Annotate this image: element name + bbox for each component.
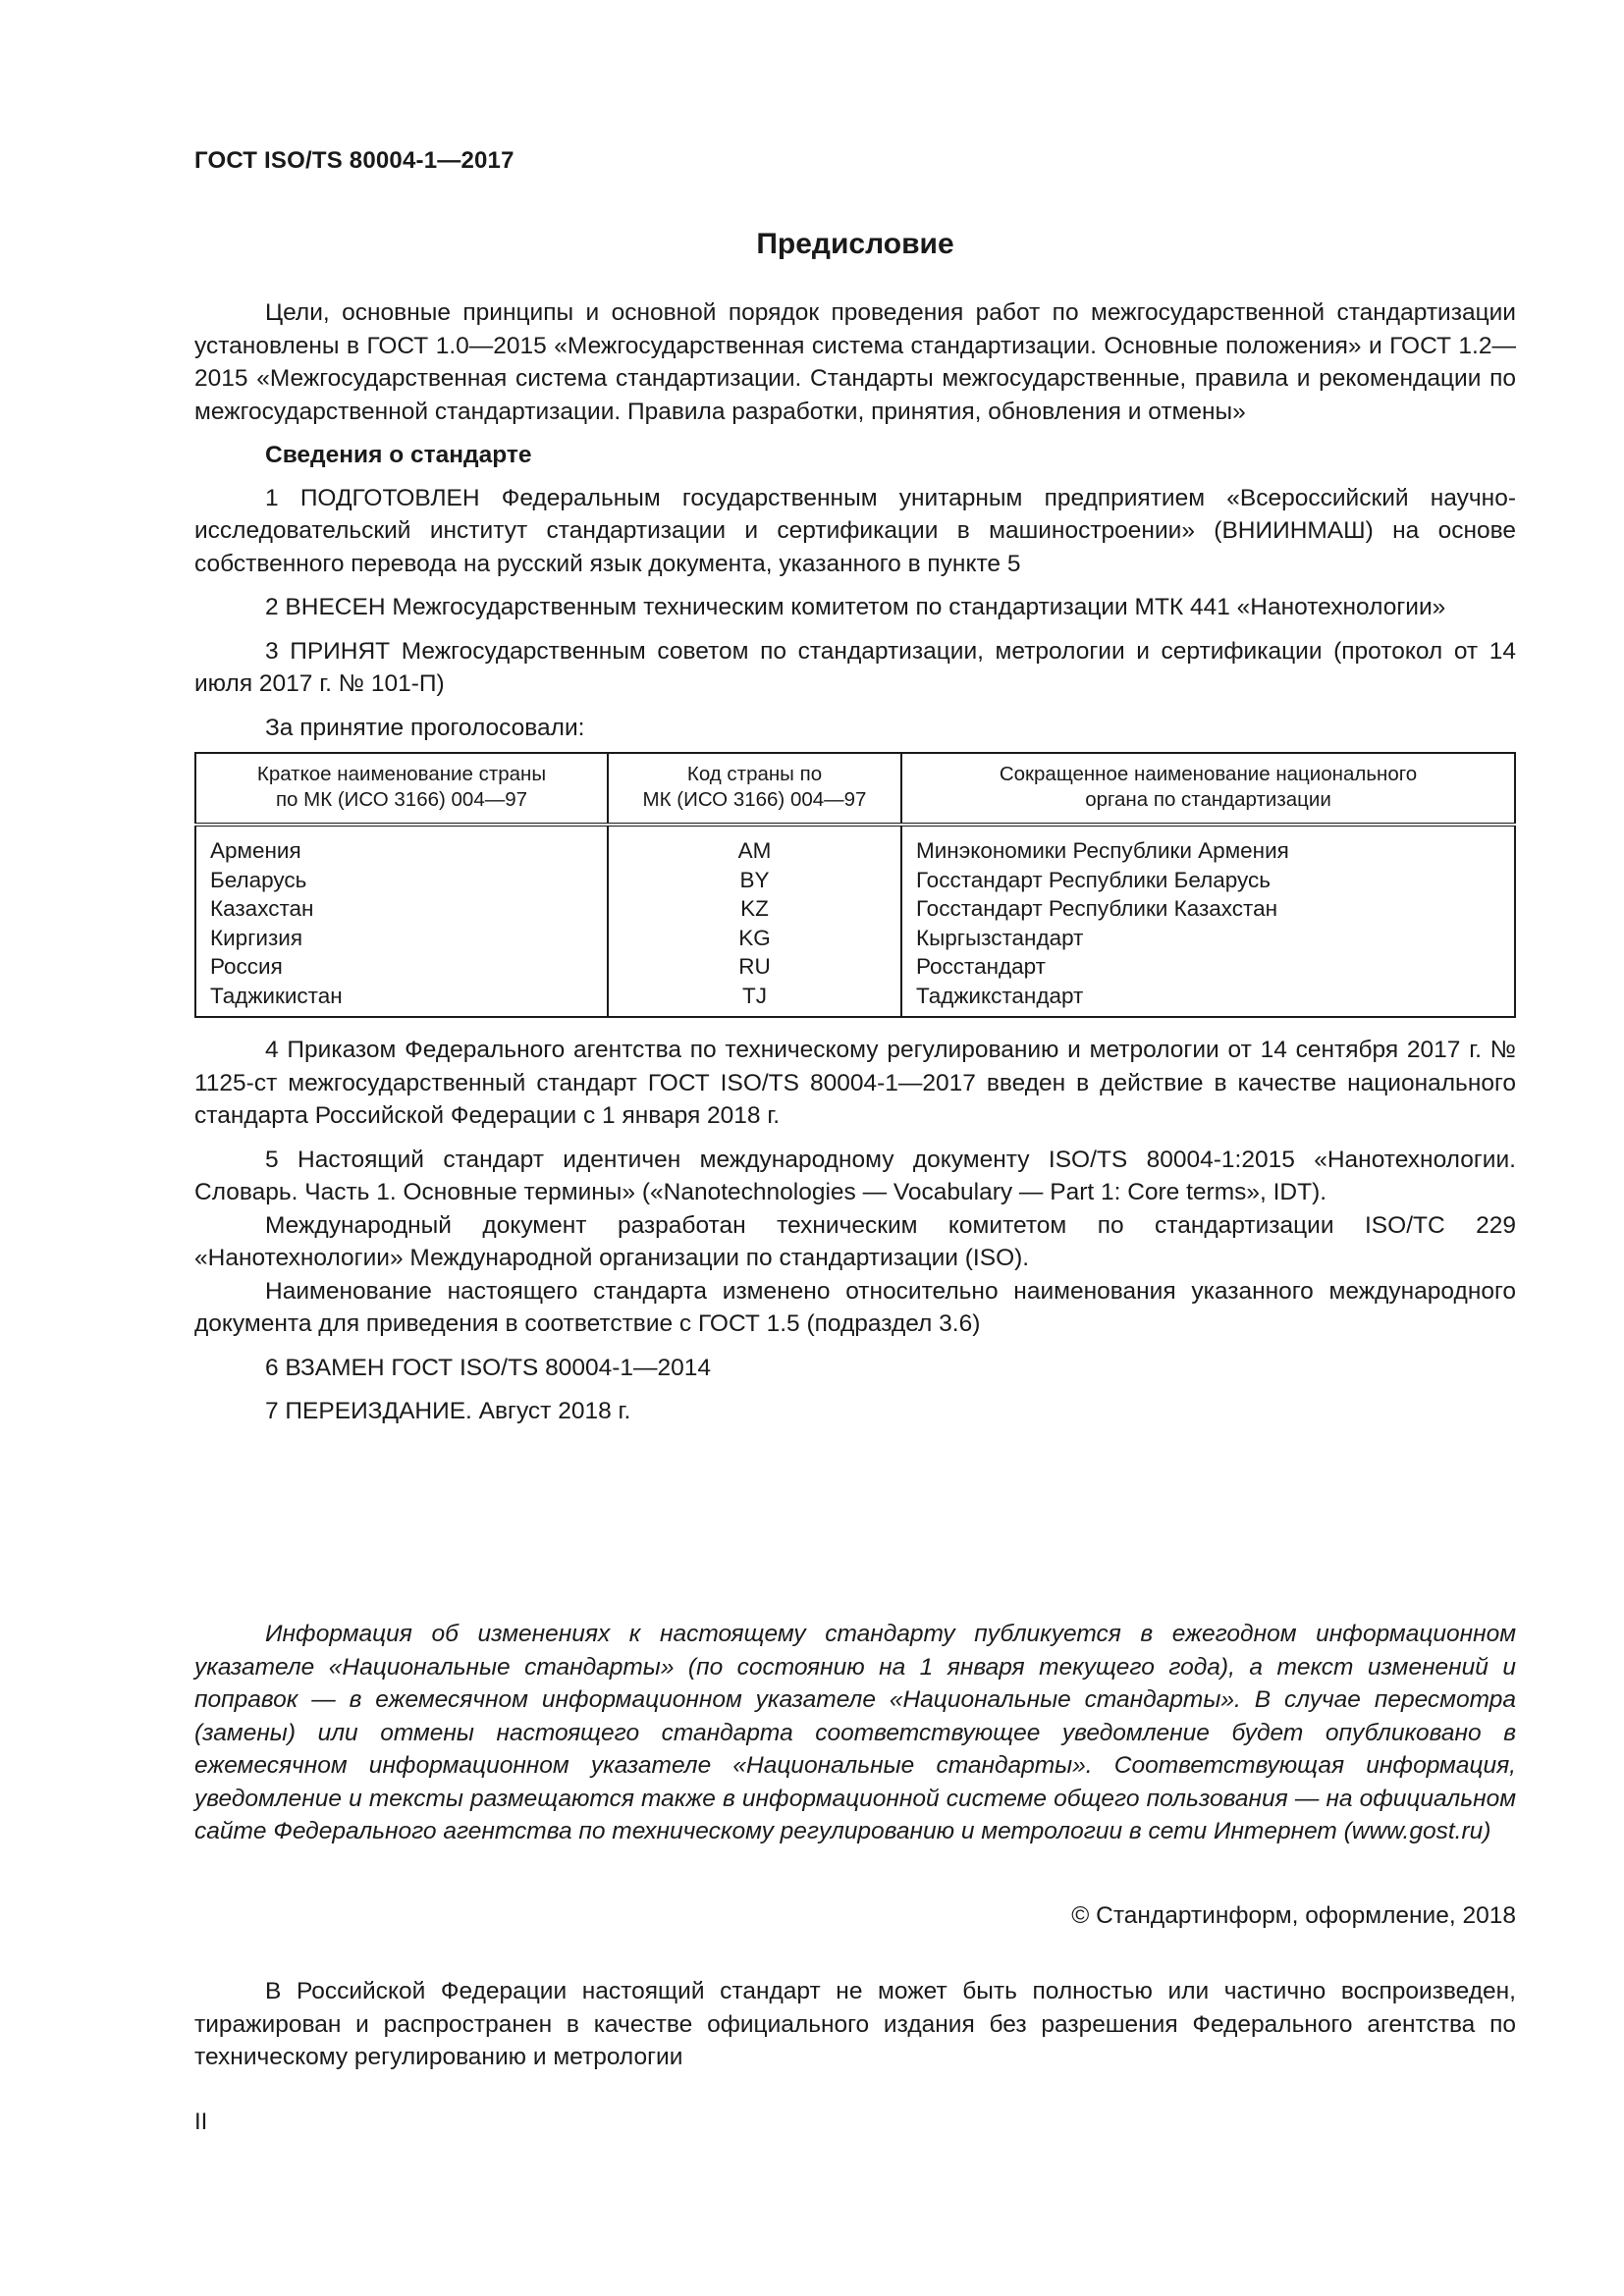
rights-statement: В Российской Федерации настоящий стандарт не может быть полностью или частично воспроизведен, тиражирован и распространен в качестве официального издания без разрешения Федерального агентства по техническому регулированию и метрологии xyxy=(194,1978,1516,2070)
country-name: Киргизия xyxy=(210,925,303,950)
standards-body-name: Госстандарт Республики Беларусь xyxy=(916,867,1272,892)
table-header-row xyxy=(195,753,1515,825)
copyright-line: © Стандартинформ, оформление, 2018 xyxy=(1071,1902,1516,1929)
item-4-paragraph: 4 Приказом Федерального агентства по техническому регулированию и метрологии от 14 сентября 2017 г. № 1125-ст межгосударственный стандарт ГОСТ ISO/TS 80004-1—2017 введен в действие в качестве национального стандарта Российской Федерации с 1 января 2018 г. xyxy=(194,1037,1516,1129)
country-name-header xyxy=(195,753,608,825)
standards-body-cell xyxy=(901,825,1515,1017)
country-code: KZ xyxy=(740,896,769,921)
item-5-international-doc: Международный документ разработан техническим комитетом по стандартизации ISO/TC 229 «Нанотехнологии» Международной организации по стандартизации (ISO). xyxy=(194,1211,1516,1271)
country-code-cell xyxy=(608,825,901,1017)
country-name: Россия xyxy=(210,954,283,979)
country-name-cell xyxy=(195,825,608,1017)
item-6-paragraph: 6 ВЗАМЕН ГОСТ ISO/TS 80004-1—2014 xyxy=(265,1354,711,1381)
page-title: Предисловие xyxy=(756,228,954,260)
country-name: Беларусь xyxy=(210,867,307,892)
country-name: Армения xyxy=(210,838,301,863)
item-5-paragraph: 5 Настоящий стандарт идентичен международному документу ISO/TS 80004-1:2015 «Нанотехнологии. Словарь. Часть 1. Основные термины» («Nanotechnologies — Vocabulary — Part 1: Core terms», IDT). xyxy=(194,1146,1516,1205)
standards-body-header-line2: органа по стандартизации xyxy=(1085,788,1331,811)
document-page xyxy=(194,0,1516,2296)
item-1-paragraph: 1 ПОДГОТОВЛЕН Федеральным государственным унитарным предприятием «Всероссийский научно-исследовательский институт стандартизации и сертификации в машиностроении» (ВНИИНМАШ) на основе собственного перевода на русский язык документа, указанного в пункте 5 xyxy=(194,484,1516,577)
country-name-header-line1: Краткое наименование страны xyxy=(256,763,547,785)
item-5-name-change: Наименование настоящего стандарта изменено относительно наименования указанного международного документа для приведения в соответствие с ГОСТ 1.5 (подраздел 3.6) xyxy=(194,1277,1516,1337)
voting-countries-table xyxy=(194,752,1516,1018)
country-code-header xyxy=(608,753,901,825)
country-code: TJ xyxy=(742,983,767,1008)
country-code-header-line2: МК (ИСО 3166) 004—97 xyxy=(642,788,867,811)
standards-body-name: Госстандарт Республики Казахстан xyxy=(916,896,1278,921)
foreword-body xyxy=(194,296,1516,1439)
country-code: AM xyxy=(737,838,772,863)
document-id-header: ГОСТ ISO/TS 80004-1—2017 xyxy=(194,147,514,174)
country-code: KG xyxy=(738,925,771,950)
intro-paragraph: Цели, основные принципы и основной порядок проведения работ по межгосударственной стандартизации установлены в ГОСТ 1.0—2015 «Межгосударственная система стандартизации. Основные положения» и ГОСТ 1.2—2015 «Межгосударственная система стандартизации. Стандарты межгосударственные, правила и рекомендации по межгосударственной стандартизации. Правила разработки, принятия, обновления и отмены» xyxy=(194,299,1516,425)
country-name-header-line2: по МК (ИСО 3166) 004—97 xyxy=(275,788,528,811)
item-3-paragraph: 3 ПРИНЯТ Межгосударственным советом по стандартизации, метрологии и сертификации (протокол от 14 июля 2017 г. № 101-П) xyxy=(194,637,1516,697)
table-body-row xyxy=(195,825,1515,1017)
page-number: II xyxy=(194,2109,208,2135)
standards-body-name: Кыргызстандарт xyxy=(916,925,1084,950)
country-name: Таджикистан xyxy=(210,983,343,1008)
standards-body-name: Минэкономики Республики Армения xyxy=(916,838,1289,863)
standards-body-name: Таджикстандарт xyxy=(916,983,1084,1008)
country-code: RU xyxy=(738,954,771,979)
country-name: Казахстан xyxy=(210,896,314,921)
country-code: BY xyxy=(739,867,770,892)
standard-info-subhead: Сведения о стандарте xyxy=(265,442,532,468)
item-2-paragraph: 2 ВНЕСЕН Межгосударственным техническим комитетом по стандартизации МТК 441 «Нанотехнологии» xyxy=(265,594,1446,620)
item-7-paragraph: 7 ПЕРЕИЗДАНИЕ. Август 2018 г. xyxy=(265,1398,631,1424)
standards-body-header xyxy=(901,753,1515,825)
country-code-header-line1: Код страны по xyxy=(686,763,823,785)
voted-label: За принятие проголосовали: xyxy=(265,714,585,741)
standards-body-name: Росстандарт xyxy=(916,954,1046,979)
standards-body-header-line1: Сокращенное наименование национального xyxy=(999,763,1418,785)
changes-notice: Информация об изменениях к настоящему стандарту публикуется в ежегодном информационном указателе «Национальные стандарты» (по состоянию на 1 января текущего года), а текст изменений и поправок — в ежемесячном информационном указателе «Национальные стандарты». В случае пересмотра (замены) или отмены настоящего стандарта соответствующее уведомление будет опубликовано в ежемесячном информационном указателе «Национальные стандарты». Соответствующая информация, уведомление и тексты размещаются также в информационной системе общего пользования — на официальном сайте Федерального агентства по техническому регулированию и метрологии в сети Интернет (www.gost.ru) xyxy=(194,1621,1516,1844)
